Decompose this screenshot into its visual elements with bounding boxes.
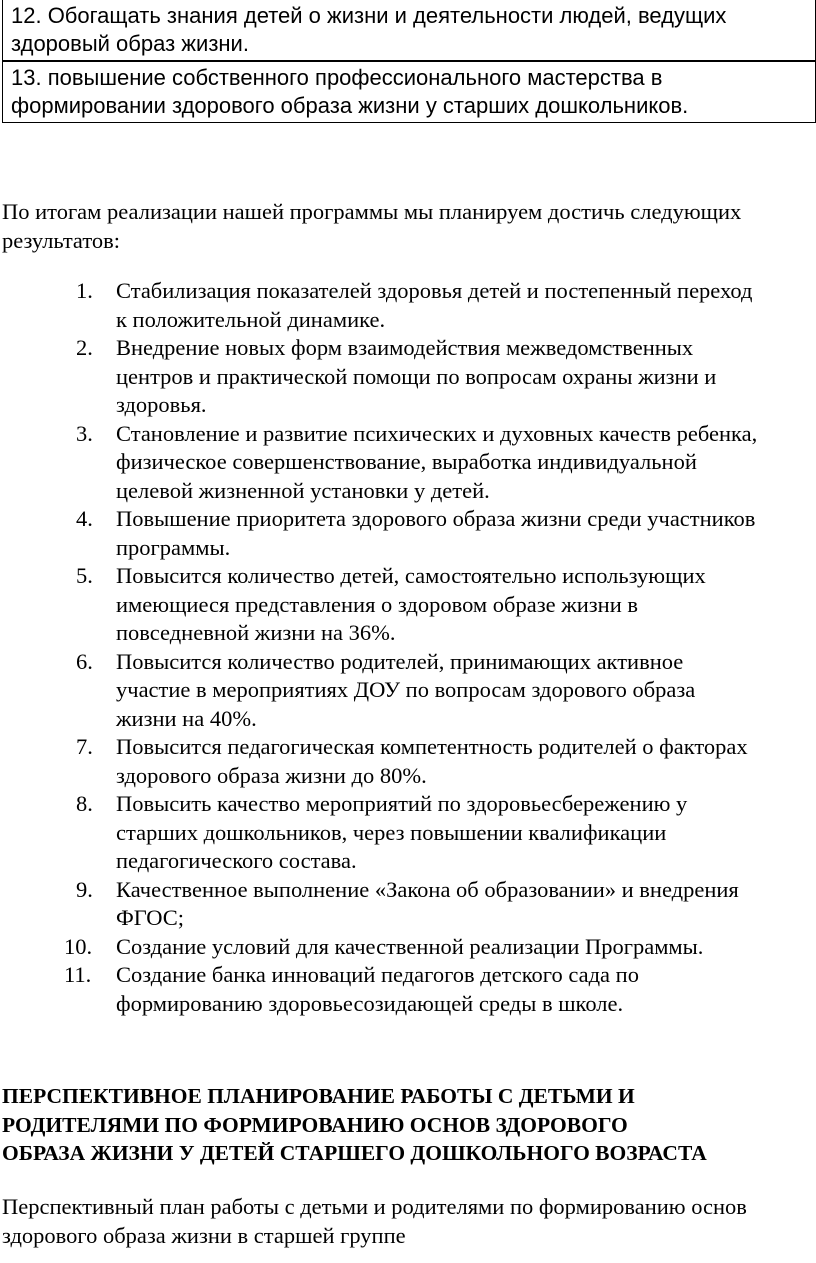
row13-line1: 13. повышение собственного профессионального мастерства в (11, 65, 663, 90)
list-item-line: Стабилизация показателей здоровья детей и постепенный переход (116, 278, 753, 303)
table-row-12 (3, 0, 815, 61)
list-item-number: 4. (76, 506, 93, 531)
list-item-line: участие в мероприятиях ДОУ по вопросам здорового образа (116, 677, 696, 702)
list-item-line: здорового образа жизни до 80%. (116, 762, 427, 788)
list-item-line: Создание условий для качественной реализации Программы. (116, 933, 704, 959)
plan-paragraph (2, 1193, 814, 1250)
goals-table (2, 0, 816, 123)
list-item-line: физическое совершенствование, выработка индивидуальной (116, 449, 697, 474)
heading-line2: РОДИТЕЛЯМИ ПО ФОРМИРОВАНИЮ ОСНОВ ЗДОРОВОГО (2, 1112, 628, 1137)
list-item-line: формированию здоровьесозидающей среды в школе. (116, 990, 624, 1016)
list-item-number: 3. (76, 420, 93, 446)
list-item (0, 876, 816, 933)
list-item-line: старших дошкольников, через повышении квалификации (116, 819, 667, 845)
list-item (0, 420, 816, 506)
list-item-line: жизни на 40%. (116, 705, 257, 731)
list-item-line: Повысится педагогическая компетентность родителей о факторах (116, 734, 748, 759)
heading-line1: ПЕРСПЕКТИВНОЕ ПЛАНИРОВАНИЕ РАБОТЫ С ДЕТЬМИ И (2, 1084, 635, 1108)
list-item-number: 1. (76, 278, 93, 303)
row13-line2: формировании здорового образа жизни у старших дошкольников. (11, 93, 689, 118)
list-item-line: Повысится количество родителей, принимающих активное (116, 648, 684, 674)
list-item (0, 277, 816, 334)
list-item (0, 334, 816, 420)
plan-line1: Перспективный план работы с детьми и родителями по формированию основ (2, 1194, 747, 1219)
list-item-line: педагогического состава. (116, 848, 357, 873)
list-item (0, 790, 816, 876)
list-item-line: здоровья. (116, 392, 207, 417)
list-item-line: Повысится количество детей, самостоятельно использующих (116, 563, 706, 588)
list-item (0, 933, 816, 962)
list-item-line: целевой жизненной установки у детей. (116, 477, 490, 503)
list-item-number: 5. (76, 563, 93, 588)
results-list (0, 277, 816, 1018)
plan-line2: здорового образа жизни в старшей группе (2, 1222, 406, 1248)
list-item-line: ФГОС; (116, 905, 185, 930)
list-item-line: Внедрение новых форм взаимодействия межведомственных (116, 335, 694, 360)
list-item-line: Повысить качество мероприятий по здоровьесбережению у (116, 791, 688, 816)
list-item-line: повседневной жизни на 36%. (116, 620, 396, 645)
list-item-line: Становление и развитие психических и духовных качеств ребенка, (116, 420, 758, 446)
list-item-number: 6. (76, 648, 93, 674)
list-item-line: Создание банка инноваций педагогов детского сада по (116, 962, 639, 987)
intro-line2: результатов: (2, 227, 120, 253)
list-item-line: Качественное выполнение «Закона об образовании» и внедрения (116, 876, 739, 902)
list-item (0, 562, 816, 648)
list-item-number: 2. (76, 335, 93, 360)
list-item (0, 733, 816, 790)
list-item-line: имеющиеся представления о здоровом образе жизни в (116, 591, 639, 617)
list-item-number: 11. (64, 962, 92, 987)
intro-paragraph (2, 198, 814, 255)
row12-line1: 12. Обогащать знания детей о жизни и деятельности людей, ведущих (11, 3, 727, 28)
list-item (0, 648, 816, 734)
table-row-13 (3, 61, 815, 123)
list-item (0, 505, 816, 562)
intro-line1: По итогам реализации нашей программы мы планируем достичь следующих (2, 199, 742, 224)
list-item-number: 9. (76, 876, 93, 902)
row12-line2: здоровый образ жизни. (11, 31, 249, 56)
list-item-number: 8. (76, 791, 93, 816)
list-item (0, 961, 816, 1018)
list-item-line: Повышение приоритета здорового образа жизни среди участников (116, 506, 756, 531)
list-item-number: 7. (76, 734, 93, 759)
list-item-line: центров и практической помощи по вопросам охраны жизни и (116, 363, 717, 389)
list-item-line: к положительной динамике. (116, 306, 386, 332)
list-item-line: программы. (116, 534, 231, 560)
heading-line3: ОБРАЗА ЖИЗНИ У ДЕТЕЙ СТАРШЕГО ДОШКОЛЬНОГО ВОЗРАСТА (2, 1141, 707, 1165)
list-item-number: 10. (64, 933, 93, 959)
section-heading (2, 1082, 816, 1168)
